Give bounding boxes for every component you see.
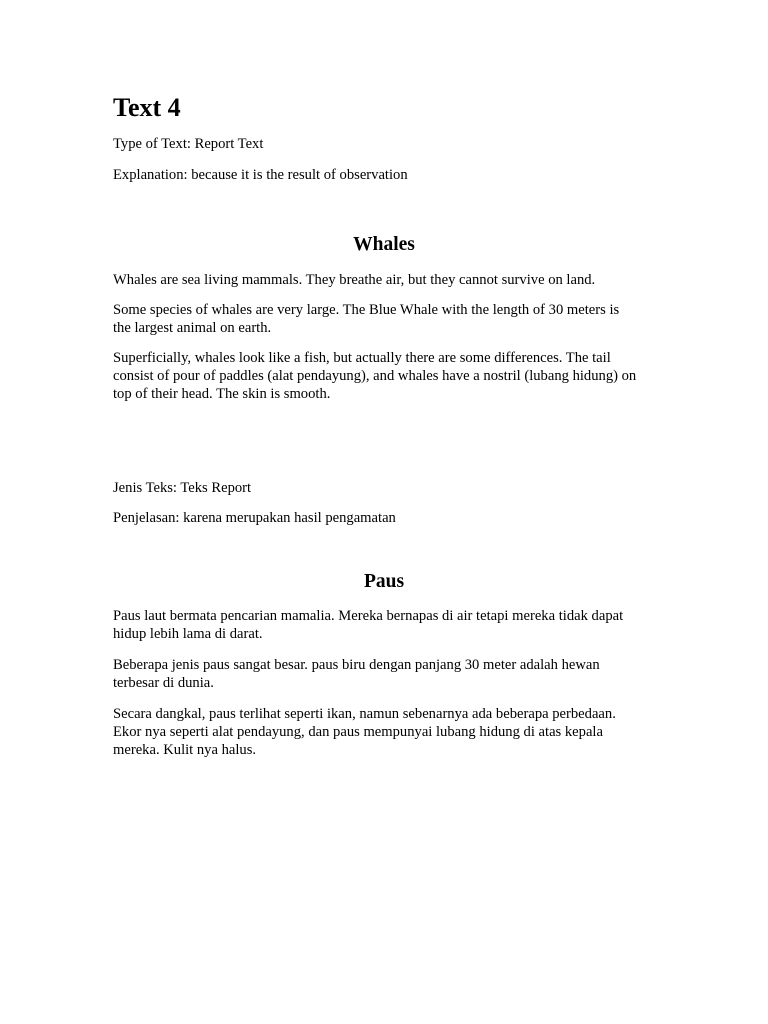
paragraph-line: terbesar di dunia. (113, 675, 214, 691)
section-heading-paus: Paus (363, 571, 405, 592)
paragraph-line: Some species of whales are very large. The Blue Whale with the length of 30 meters is (113, 302, 620, 318)
paragraph-line: Ekor nya seperti alat pendayung, dan paus mempunyai lubang hidung di atas kepala (113, 724, 603, 740)
jenis-teks: Jenis Teks: Teks Report (113, 480, 252, 496)
paragraph-line: Secara dangkal, paus terlihat seperti ikan, namun sebenarnya ada beberapa perbedaan. (113, 706, 616, 722)
document-title: Text 4 (113, 93, 181, 122)
paragraph-line: Beberapa jenis paus sangat besar. paus biru dengan panjang 30 meter adalah hewan (113, 657, 600, 673)
section-heading-whales: Whales (353, 234, 415, 255)
paragraph-line: top of their head. The skin is smooth. (113, 386, 331, 402)
paragraph-line: the largest animal on earth. (113, 320, 272, 336)
paragraph-line: consist of pour of paddles (alat pendayung), and whales have a nostril (lubang hidung) on (113, 368, 637, 384)
paragraph-line: Paus laut bermata pencarian mamalia. Mereka bernapas di air tetapi mereka tidak dapat (113, 608, 624, 624)
paragraph-line: mereka. Kulit nya halus. (113, 742, 257, 758)
explanation: Explanation: because it is the result of observation (113, 167, 408, 183)
paragraph-line: hidup lebih lama di darat. (113, 626, 263, 642)
paragraph-line: Whales are sea living mammals. They breathe air, but they cannot survive on land. (113, 272, 596, 288)
type-of-text: Type of Text: Report Text (113, 136, 264, 152)
paragraph-line: Superficially, whales look like a fish, but actually there are some differences. The tail (113, 350, 611, 366)
penjelasan: Penjelasan: karena merupakan hasil pengamatan (113, 510, 396, 526)
